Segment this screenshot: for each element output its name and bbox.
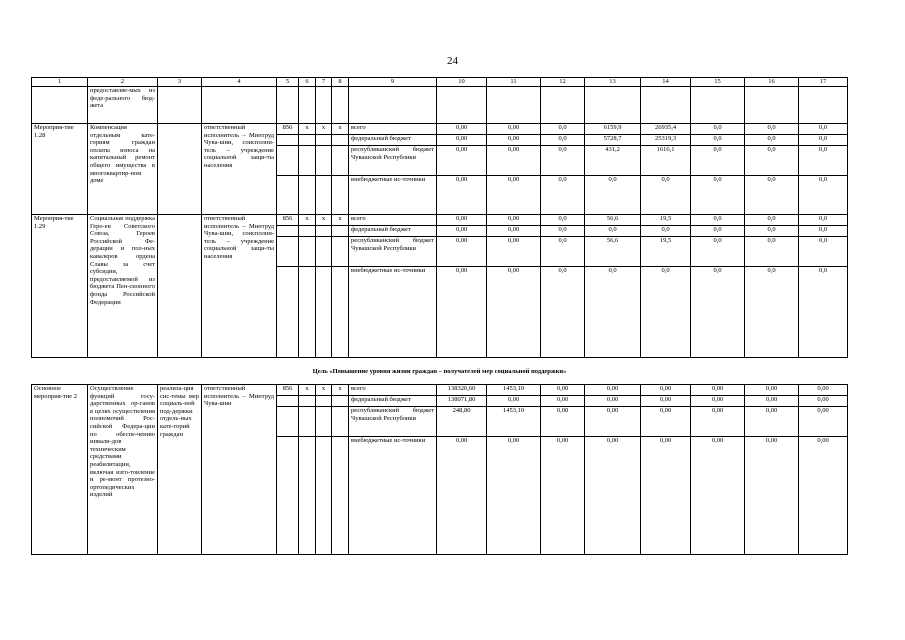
- code-cell: x: [299, 385, 316, 396]
- cell: [437, 87, 487, 124]
- amount-cell: 0,00: [437, 146, 487, 176]
- code-cell: [316, 407, 332, 437]
- amount-cell: 0,0: [799, 146, 848, 176]
- cell: [32, 87, 88, 124]
- code-cell: x: [332, 215, 349, 226]
- amount-cell: 0,00: [745, 396, 799, 407]
- code-cell: x: [332, 124, 349, 135]
- code-cell: [277, 396, 299, 407]
- amount-cell: 0,0: [691, 226, 745, 237]
- continuation-row: [32, 87, 848, 124]
- cell: [277, 87, 299, 124]
- funding-source: внебюджетные ис-точники: [349, 267, 437, 358]
- code-cell: [332, 146, 349, 176]
- code-cell: x: [299, 124, 316, 135]
- amount-cell: 0,00: [541, 396, 585, 407]
- code-cell: [332, 437, 349, 555]
- funding-source: всего: [349, 215, 437, 226]
- column-number: 3: [158, 78, 202, 87]
- code-cell: [316, 176, 332, 215]
- amount-cell: 1453,10: [487, 407, 541, 437]
- amount-cell: 0,00: [487, 267, 541, 358]
- page-number: 24: [447, 55, 458, 67]
- code-cell: [299, 396, 316, 407]
- funding-source: республиканский бюджет Чувашской Республики: [349, 407, 437, 437]
- code-cell: [299, 267, 316, 358]
- goal-heading: Цель «Повышение уровня жизни граждан – получателей мер социальной поддержки»: [32, 358, 848, 385]
- amount-cell: 0,00: [487, 124, 541, 135]
- code-cell: [316, 437, 332, 555]
- column-number: 4: [202, 78, 277, 87]
- table-row: [32, 215, 848, 226]
- column-number: 15: [691, 78, 745, 87]
- funding-source: всего: [349, 385, 437, 396]
- amount-cell: 0,0: [541, 176, 585, 215]
- code-cell: [316, 237, 332, 267]
- code-cell: [277, 407, 299, 437]
- cell: [202, 87, 277, 124]
- column-number: 6: [299, 78, 316, 87]
- amount-cell: 0,0: [799, 267, 848, 358]
- code-cell: [316, 396, 332, 407]
- column-number: 1: [32, 78, 88, 87]
- amount-cell: 0,0: [691, 124, 745, 135]
- amount-cell: 56,6: [585, 215, 641, 226]
- amount-cell: 0,0: [745, 176, 799, 215]
- amount-cell: 0,00: [585, 396, 641, 407]
- code-cell: [332, 407, 349, 437]
- amount-cell: 0,00: [585, 407, 641, 437]
- budget-code: 856: [277, 215, 299, 226]
- code-cell: [299, 407, 316, 437]
- measure-name: Социальная поддержка Геро-ев Советского Союза, Героев Российской Фе-дерации и пол-ных кавалеров ордена Славы за счет субсидии, предоставляемой из бюджета Пен-сионного фонда Российской Федерации: [88, 215, 158, 358]
- budget-table: [31, 77, 848, 555]
- column-number: 10: [437, 78, 487, 87]
- amount-cell: 0,0: [745, 135, 799, 146]
- amount-cell: 0,00: [437, 437, 487, 555]
- amount-cell: 0,00: [745, 385, 799, 396]
- code-cell: [299, 437, 316, 555]
- amount-cell: 248,80: [437, 407, 487, 437]
- funding-source: внебюджетные ис-точники: [349, 176, 437, 215]
- column-number: 9: [349, 78, 437, 87]
- column-number: 13: [585, 78, 641, 87]
- amount-cell: 0,00: [691, 385, 745, 396]
- amount-cell: 0,0: [799, 124, 848, 135]
- measure-name: Компенсация отдельным кате-гориям граждан оплаты взноса на капитальный ремонт общего имущества в многоквартир-ном доме: [88, 124, 158, 215]
- amount-cell: 0,00: [437, 176, 487, 215]
- amount-cell: 0,00: [437, 124, 487, 135]
- column-number: 14: [641, 78, 691, 87]
- amount-cell: 0,0: [585, 176, 641, 215]
- cell: [541, 87, 585, 124]
- code-cell: [299, 135, 316, 146]
- code-cell: [332, 237, 349, 267]
- amount-cell: 0,00: [799, 407, 848, 437]
- amount-cell: 0,00: [641, 396, 691, 407]
- amount-cell: 0,0: [541, 215, 585, 226]
- measure-id: Основное мероприя-тие 2: [32, 385, 88, 555]
- amount-cell: 0,0: [585, 267, 641, 358]
- code-cell: [277, 135, 299, 146]
- amount-cell: 0,0: [691, 176, 745, 215]
- amount-cell: 0,00: [487, 226, 541, 237]
- table-body: [32, 78, 848, 555]
- cell: [349, 87, 437, 124]
- code-cell: [299, 226, 316, 237]
- funding-source: внебюджетные ис-точники: [349, 437, 437, 555]
- amount-cell: 0,0: [799, 226, 848, 237]
- amount-cell: 0,00: [437, 237, 487, 267]
- amount-cell: 0,00: [487, 237, 541, 267]
- amount-cell: 0,0: [691, 237, 745, 267]
- cell: [299, 87, 316, 124]
- cell: [745, 87, 799, 124]
- amount-cell: 0,00: [799, 437, 848, 555]
- amount-cell: 0,0: [641, 226, 691, 237]
- code-cell: [299, 176, 316, 215]
- amount-cell: 0,0: [745, 267, 799, 358]
- column-number: 17: [799, 78, 848, 87]
- measure-goal: [158, 215, 202, 358]
- amount-cell: 0,00: [799, 396, 848, 407]
- executor: ответственный исполнитель – Минтруд Чува-шии, соисполни-тель – учреждение социальной защи-ты населения: [202, 215, 277, 358]
- code-cell: [277, 146, 299, 176]
- amount-cell: 0,0: [541, 124, 585, 135]
- code-cell: x: [316, 385, 332, 396]
- amount-cell: 0,00: [691, 396, 745, 407]
- table-row: [32, 385, 848, 396]
- amount-cell: 1616,1: [641, 146, 691, 176]
- amount-cell: 0,00: [691, 407, 745, 437]
- amount-cell: 0,00: [541, 385, 585, 396]
- cell: [158, 87, 202, 124]
- funding-source: федеральный бюджет: [349, 135, 437, 146]
- cell: [316, 87, 332, 124]
- continuation-text: предоставляе-мых из феде-рального бюд-жета: [88, 87, 158, 124]
- measure-goal: реализа-ция сис-темы мер социаль-ной под-держки отдель-ных кате-горий граждан: [158, 385, 202, 555]
- amount-cell: 0,0: [691, 267, 745, 358]
- funding-source: республиканский бюджет Чувашской Республики: [349, 146, 437, 176]
- code-cell: [332, 135, 349, 146]
- column-number-row: [32, 78, 848, 87]
- amount-cell: 431,2: [585, 146, 641, 176]
- amount-cell: 0,0: [745, 124, 799, 135]
- amount-cell: 0,0: [541, 226, 585, 237]
- amount-cell: 0,00: [437, 215, 487, 226]
- amount-cell: 0,0: [585, 226, 641, 237]
- code-cell: [277, 267, 299, 358]
- measure-goal: [158, 124, 202, 215]
- amount-cell: 0,00: [437, 267, 487, 358]
- amount-cell: 0,00: [799, 385, 848, 396]
- amount-cell: 0,0: [641, 176, 691, 215]
- amount-cell: 0,00: [541, 407, 585, 437]
- code-cell: x: [316, 124, 332, 135]
- column-number: 5: [277, 78, 299, 87]
- amount-cell: 138071,80: [437, 396, 487, 407]
- amount-cell: 0,00: [437, 226, 487, 237]
- amount-cell: 26935,4: [641, 124, 691, 135]
- column-number: 7: [316, 78, 332, 87]
- amount-cell: 0,0: [745, 226, 799, 237]
- amount-cell: 0,0: [691, 215, 745, 226]
- amount-cell: 0,00: [641, 437, 691, 555]
- code-cell: [316, 267, 332, 358]
- goal-row: [32, 358, 848, 385]
- code-cell: [299, 237, 316, 267]
- amount-cell: 56,6: [585, 237, 641, 267]
- funding-source: федеральный бюджет: [349, 396, 437, 407]
- code-cell: [277, 226, 299, 237]
- funding-source: федеральный бюджет: [349, 226, 437, 237]
- amount-cell: 0,0: [541, 135, 585, 146]
- amount-cell: 0,0: [745, 215, 799, 226]
- amount-cell: 0,0: [799, 237, 848, 267]
- code-cell: [277, 437, 299, 555]
- budget-code: 856: [277, 124, 299, 135]
- amount-cell: 0,00: [487, 135, 541, 146]
- cell: [799, 87, 848, 124]
- amount-cell: 0,0: [541, 267, 585, 358]
- amount-cell: 0,00: [487, 215, 541, 226]
- code-cell: [332, 396, 349, 407]
- amount-cell: 0,0: [745, 237, 799, 267]
- amount-cell: 0,00: [585, 385, 641, 396]
- amount-cell: 0,0: [691, 146, 745, 176]
- amount-cell: 0,0: [541, 237, 585, 267]
- amount-cell: 0,00: [745, 437, 799, 555]
- cell: [332, 87, 349, 124]
- table-row: [32, 124, 848, 135]
- funding-source: всего: [349, 124, 437, 135]
- column-number: 16: [745, 78, 799, 87]
- code-cell: [299, 146, 316, 176]
- cell: [585, 87, 641, 124]
- executor: ответственный исполнитель – Минтруд Чува-шии: [202, 385, 277, 555]
- amount-cell: 0,00: [487, 146, 541, 176]
- amount-cell: 6159,9: [585, 124, 641, 135]
- amount-cell: 5728,7: [585, 135, 641, 146]
- code-cell: x: [332, 385, 349, 396]
- amount-cell: 0,0: [745, 146, 799, 176]
- amount-cell: 0,0: [799, 135, 848, 146]
- code-cell: [277, 237, 299, 267]
- amount-cell: 0,00: [487, 437, 541, 555]
- measure-id: Мероприя-тие 1.29: [32, 215, 88, 358]
- amount-cell: 0,0: [541, 146, 585, 176]
- funding-source: республиканский бюджет Чувашской Республики: [349, 237, 437, 267]
- amount-cell: 0,00: [487, 396, 541, 407]
- column-number: 11: [487, 78, 541, 87]
- code-cell: [277, 176, 299, 215]
- code-cell: [316, 226, 332, 237]
- code-cell: [332, 176, 349, 215]
- amount-cell: 0,00: [585, 437, 641, 555]
- code-cell: [316, 135, 332, 146]
- amount-cell: 0,0: [799, 215, 848, 226]
- amount-cell: 0,0: [641, 267, 691, 358]
- amount-cell: 19,5: [641, 237, 691, 267]
- amount-cell: 0,0: [691, 135, 745, 146]
- column-number: 8: [332, 78, 349, 87]
- measure-name: Осуществление функций госу-дарственных ор-ганов в целях осуществления полномочий Рос-сийской Федера-ции по обеспе-чению инвали-дов техническим средствами реабилитации, включая изго-товление и ре-монт протезно-ортопедических изделий: [88, 385, 158, 555]
- code-cell: [332, 226, 349, 237]
- cell: [641, 87, 691, 124]
- cell: [487, 87, 541, 124]
- amount-cell: 0,00: [745, 407, 799, 437]
- amount-cell: 0,00: [487, 176, 541, 215]
- code-cell: [316, 146, 332, 176]
- column-number: 12: [541, 78, 585, 87]
- column-number: 2: [88, 78, 158, 87]
- code-cell: [332, 267, 349, 358]
- amount-cell: 0,00: [641, 407, 691, 437]
- code-cell: x: [316, 215, 332, 226]
- amount-cell: 138320,60: [437, 385, 487, 396]
- amount-cell: 0,00: [541, 437, 585, 555]
- budget-code: 856: [277, 385, 299, 396]
- amount-cell: 0,0: [799, 176, 848, 215]
- amount-cell: 0,00: [437, 135, 487, 146]
- cell: [691, 87, 745, 124]
- amount-cell: 0,00: [641, 385, 691, 396]
- measure-id: Мероприя-тие 1.28: [32, 124, 88, 215]
- amount-cell: 0,00: [691, 437, 745, 555]
- amount-cell: 25319,3: [641, 135, 691, 146]
- amount-cell: 1453,10: [487, 385, 541, 396]
- code-cell: x: [299, 215, 316, 226]
- amount-cell: 19,5: [641, 215, 691, 226]
- executor: ответственный исполнитель – Минтруд Чува-шии, соисполни-тель – учреждение социальной защи-ты населения: [202, 124, 277, 215]
